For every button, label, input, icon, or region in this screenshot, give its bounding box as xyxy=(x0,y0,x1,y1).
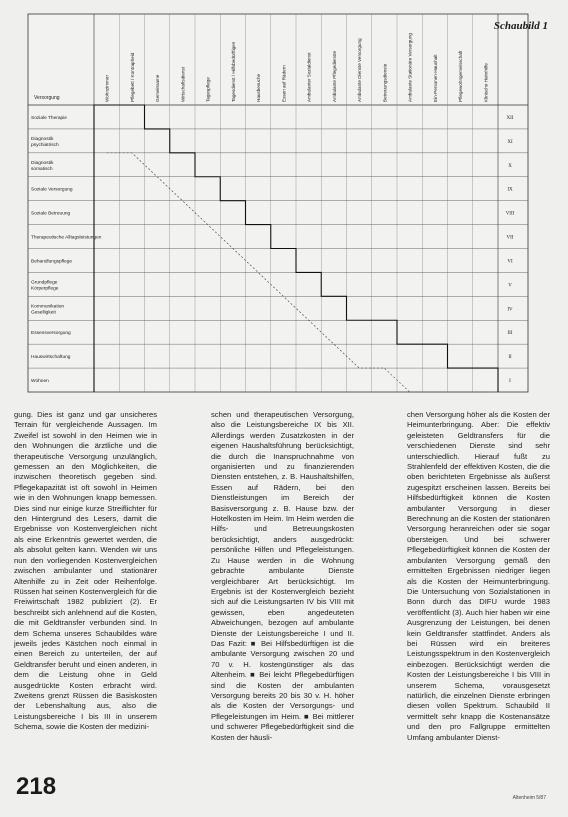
row-roman-numeral: VIII xyxy=(505,211,515,217)
row-roman-numeral: XI xyxy=(507,139,513,145)
corner-label: Versorgung xyxy=(34,95,60,101)
column-header: Gemeinsame xyxy=(155,74,161,102)
row-label: Soziale Betreuung xyxy=(31,211,71,217)
column-header: Pflegebett / Kontrapheid xyxy=(129,52,135,102)
text-column-2 xyxy=(211,410,354,743)
column-header: Wohnzimmer xyxy=(104,75,110,102)
matrix-frame xyxy=(28,14,528,392)
row-label: Diagnostik xyxy=(31,136,54,142)
column-header: Klinische Heimhilfe xyxy=(483,63,489,102)
row-roman-numeral: VI xyxy=(507,259,513,265)
row-label: Körperpflege xyxy=(31,286,59,292)
footer-note: Altenheim 5/87 xyxy=(512,795,546,801)
column-header: Hausbesuche xyxy=(256,73,262,102)
row-roman-numeral: XII xyxy=(506,115,514,121)
service-matrix-svg xyxy=(0,0,568,405)
service-matrix-figure xyxy=(0,0,568,405)
row-roman-numeral: V xyxy=(508,283,512,289)
row-label: Therapeutische Alltagsleistungen xyxy=(31,235,102,241)
row-label: Hauswirtschaftung xyxy=(31,355,71,361)
column-header: Ambulante Pflegedienste xyxy=(331,50,337,102)
column-header: Ambulanter Sozialdienst xyxy=(306,52,312,102)
column-2-text: schen und therapeutischen Versorgung, also die Leistungsbereiche IX bis XII. Allerdings werden Zusatzkosten in der eigenen Haushaltsführung berücksichtigt, die durch die Inanspruchnahme von organisierten und zu finanzierenden Diensten entstehen, z. B. Haushaltshilfen, Essen auf Rädern, bei den Dienstleistungen im Bereich der Basisversorgung z. B. Hause bzw. der Hotelkosten im Heim. Im Heim werden die Hilfs- und Betreuungskosten berücksichtigt, anders ausgedrückt: persönliche Hilfen und Pflegeleistungen. Zu Hause werden in die Wohnung gebrachte ambulante Dienste vergleichbarer Art berücksichtigt. Im Ergebnis ist der Kostenvergleich bezieht sich auf die Leistungsarten IV bis VIII mit gewissen, eben angedeuteten Abweichungen, bezogen auf ambulante Dienste der Leistungsbereiche I und II. Das Fazit: ■ Bei Hilfsbedürftigen ist die ambulante Versorgung zwischen 20 und 70 v. H. kostengünstiger als das Altenheim. ■ Bei leicht Pflegebedürftigen sind die Kosten der ambulanten Versorgung bereits 20 bis 30 v. H. höher als die Kosten der Versorgungs- und Pflegeleistungen im Heim. ■ Bei mittlerer und schwerer Pflegebedürftigkeit sind die Kosten der häusli- xyxy=(211,410,354,742)
row-label: Behandlungspflege xyxy=(31,259,73,265)
row-label: Kommunikation xyxy=(31,304,65,310)
row-roman-numeral: I xyxy=(509,379,511,385)
page-number: 218 xyxy=(16,773,57,800)
column-header: Ein-Personen-Haushalt xyxy=(432,54,438,102)
column-1-text: gung. Dies ist ganz und gar unsicheres Terrain für vergleichende Aussagen. Im Zweifel ist sowohl in den Heimen wie in den Wohnungen die ärztliche und die therapeutische Versorgung unzulänglich, gemessen an den Möglichkeiten, die inzwischen theoretisch gegeben sind. Pflegekapazität ist oft sowohl in Heimen wie in den Wohnungen knapp bemessen. Dies sind nur einige kurze Streiflichter für den Hintergrund des Lesers, damit die Ergebnisse von Kostenvergleichen nicht als eine Erkenntnis gewertet werden, die als absolut gelten kann. Wenden wir uns nun den vorliegenden Kostenvergleichen zwischen ambulanter und stationärer Altenhilfe zu in Zeit oder Reihenfolge. Rüssen hat seinen Kostenvergleich für die Freiwirtschaft 1982 publiziert (2). Er beschreibt sich anlehnend auf die Kosten, die mit Geldtransfer verbunden sind. In dem Schema unseres Schaubildes wäre jeweils jedes Kästchen noch einmal in einen Bereich zu unterteilen, der auf Geldtransfer beruht und einen anderen, in dem die Leistung ohne in Geld ausgedrückte Kosten erbracht wird. Zweitens grenzt Rüssen die Basiskosten der Lebenshaltung aus, also die Leistungsbereiche I bis III in unserem Schema, sowie die Kosten der medizini- xyxy=(14,410,157,732)
text-column-1 xyxy=(14,410,157,733)
column-header: Ambulante Dienste Versorgung xyxy=(357,38,363,102)
column-header: Tagesdienst / Hilfsbedürftigen xyxy=(230,41,236,102)
figure-title: Schaubild 1 xyxy=(493,20,548,32)
column-header: Essen auf Rädern xyxy=(281,65,287,102)
column-header: Betreuungsdienste xyxy=(382,63,388,102)
row-roman-numeral: III xyxy=(507,331,513,337)
row-label: somatisch xyxy=(31,166,53,172)
column-header: Pflegewohngemeinschaft xyxy=(458,50,464,102)
row-label: Diagnostik xyxy=(31,160,54,166)
row-roman-numeral: VII xyxy=(506,235,514,241)
column-3-text: chen Versorgung höher als die Kosten der Heimunterbringung. Aber: Die effektiv geleisteten Geldtransfers für die verschiedenen Dienste sind sehr unterschiedlich. Hierauf fußt zu Strahlenfeld der effektiven Kosten, die die oben berichteten Ergebnisse als äußerst zugespitzt erscheinen lassen. Bereits bei Hilfsbedürftigkeit können die Kosten ambulanter Versorgung in dieser Berechnung an die Kosten der stationären Versorgung heranreichen oder sie sogar übersteigen. Und bei schwerer Pflegebedürftigkeit können die Kosten der ambulanten Versorgung gemäß den ermittelten Ergebnissen niedriger liegen als die Kosten der Heimunterbringung. Die Untersuchung von Sozialstationen in Bonn durch das DIFU wurde 1983 veröffentlicht (3). Auch hier haben wir eine Ausgrenzung der Leistungen, bei denen kein Geldtransfer stattfindet. Anders als bei Rüssen wird ein breiteres Leistungsspektrum in den Kostenvergleich einbezogen. Berücksichtigt werden die Kosten der Leistungsbereiche I bis VIII in unserem Schema, vorausgesetzt natürlich, die einzelnen Dienste erbringen diesen vollen Spektrum. Schaubild II vermittelt sehr knapp die Kostenansätze und den pro Fallgruppe ermittelten Umfang ambulanter Dienst- xyxy=(407,410,550,742)
text-column-3 xyxy=(407,410,550,743)
column-header: Wirtschaftsdienst xyxy=(180,67,186,102)
column-header: Tagespflege xyxy=(205,77,211,102)
row-label: psychiatrisch xyxy=(31,142,59,148)
row-label: Grundpflege xyxy=(31,280,58,286)
column-header: Ambulante Stationäre Versorgung xyxy=(407,33,413,102)
row-roman-numeral: IV xyxy=(507,307,513,313)
row-roman-numeral: IX xyxy=(507,187,513,193)
row-label: Geselligkeit xyxy=(31,310,56,316)
row-label: Wohnen xyxy=(31,379,49,385)
row-label: Soziale Therapie xyxy=(31,115,67,121)
row-label: Soziale Versorgung xyxy=(31,187,73,193)
row-roman-numeral: X xyxy=(508,163,512,169)
row-label: Essensversorgung xyxy=(31,331,71,337)
row-roman-numeral: II xyxy=(508,355,512,361)
